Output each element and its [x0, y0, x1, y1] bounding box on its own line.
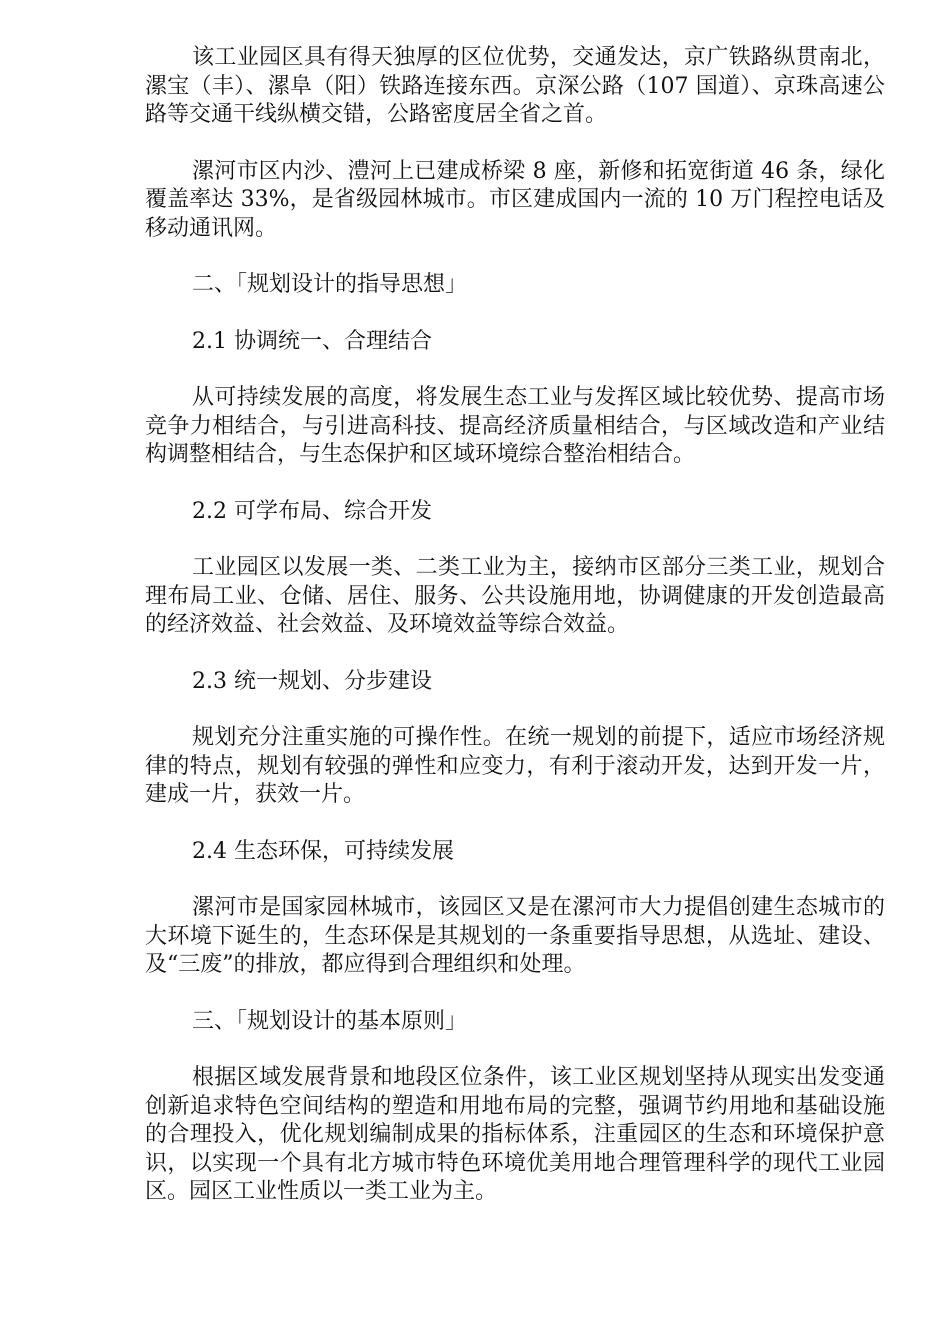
paragraph-2-1: 从可持续发展的高度，将发展生态工业与发挥区域比较优势、提高市场竞争力相结合，与引进高科技、提高经济质量相结合，与区域改造和产业结构调整相结合，与生态保护和区域环境综合整治相结合。 — [145, 385, 885, 467]
paragraph-2-4: 漯河市是国家园林城市，该园区又是在漯河市大力提倡创建生态城市的大环境下诞生的，生态环保是其规划的一条重要指导思想，从选址、建设、及“三废”的排放，都应得到合理组织和处理。 — [145, 895, 885, 977]
paragraph-basic-principles: 根据区域发展背景和地段区位条件，该工业区规划坚持从现实出发变通创新追求特色空间结构的塑造和用地布局的完整，强调节约用地和基础设施的合理投入，优化规划编制成果的指标体系，注重园区的生态和环境保护意识，以实现一个具有北方城市特色环境优美用地合理管理科学的现代工业园区。园区工业性质以一类工业为主。 — [145, 1065, 885, 1204]
paragraph-city-infrastructure: 漯河市区内沙、澧河上已建成桥梁 8 座，新修和拓宽街道 46 条，绿化覆盖率达 33%，是省级园林城市。市区建成国内一流的 10 万门程控电话及移动通讯网。 — [145, 158, 885, 241]
paragraph-location-advantage: 该工业园区具有得天独厚的区位优势，交通发达，京广铁路纵贯南北，漯宝（丰）、漯阜（阳）铁路连接东西。京深公路（107 国道）、京珠高速公路等交通干线纵横交错，公路密度居全省之首。 — [145, 45, 885, 127]
paragraph-2-2: 工业园区以发展一类、二类工业为主，接纳市区部分三类工业，规划合理布局工业、仓储、居住、服务、公共设施用地，协调健康的开发创造最高的经济效益、社会效益、及环境效益等综合效益。 — [145, 555, 885, 637]
section-heading-guiding-ideas: 二、「规划设计的指导思想」 — [192, 272, 468, 297]
paragraph-2-3: 规划充分注重实施的可操作性。在统一规划的前提下，适应市场经济规律的特点，规划有较强的弹性和应变力，有利于滚动开发，达到开发一片，建成一片，获效一片。 — [145, 725, 885, 807]
section-heading-basic-principles: 三、「规划设计的基本原则」 — [192, 1008, 468, 1034]
subsection-heading-2-3: 2.3 统一规划、分步建设 — [192, 668, 432, 694]
subsection-heading-2-2: 2.2 可学布局、综合开发 — [192, 498, 432, 524]
subsection-heading-2-1: 2.1 协调统一、合理结合 — [192, 328, 432, 354]
subsection-heading-2-4: 2.4 生态环保，可持续发展 — [192, 838, 454, 864]
document-page — [145, 44, 885, 1235]
